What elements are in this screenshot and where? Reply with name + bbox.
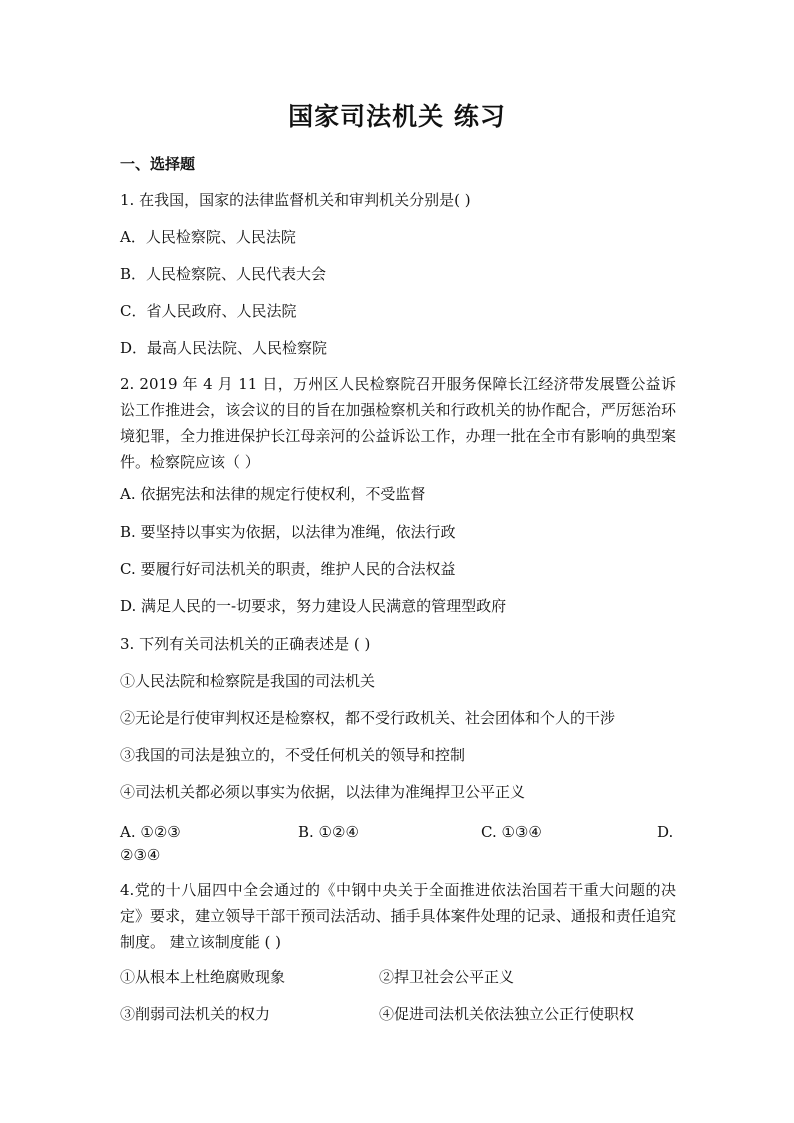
question-2-option-d: D. 满足人民的一-切要求，努力建设人民满意的管理型政府: [120, 597, 507, 615]
question-3-stem: 3. 下列有关司法机关的正确表述是 ( ): [120, 635, 371, 653]
question-1-option-d: D．最高人民法院、人民检察院: [120, 339, 328, 357]
question-4-items-row-2: [120, 1002, 676, 1026]
question-4-stem: 4.党的十八届四中全会通过的《中钢中央关于全面推进依法治国若干重大问题的决定》要求，建立领导干部干预司法活动、插手具体案件处理的记录、通报和责任追究制度。 建立该制度能 ( ): [120, 881, 676, 951]
question-3-item-4: ④司法机关都必须以事实为依据，以法律为准绳捍卫公平正义: [120, 783, 526, 801]
question-3-item-2: ②无论是行使审判权还是检察权，都不受行政机关、社会团体和个人的干涉: [120, 709, 616, 727]
question-2-option-b: B. 要坚持以事实为依据，以法律为准绳，依法行政: [120, 523, 456, 541]
question-4-item-2: ②捍卫社会公平正义: [379, 968, 515, 986]
question-1-option-c: C．省人民政府、人民法院: [120, 302, 297, 320]
question-1-option-a: A．人民检察院、人民法院: [120, 228, 296, 246]
question-3-option-b: B. ①②④: [298, 823, 359, 841]
question-3-option-a: A. ①②③: [120, 823, 181, 841]
question-3-item-1: ①人民法院和检察院是我国的司法机关: [120, 672, 376, 690]
question-2-stem: 2. 2019 年 4 月 11 日，万州区人民检察院召开服务保障长江经济带发展暨公益诉讼工作推进会，该会议的目的旨在加强检察机关和行政机关的协作配合，严厉惩治环境犯罪，全力推进保护长江母亲河的公益诉讼工作，办理一批在全市有影响的典型案件。检察院应该（ ）: [120, 375, 676, 471]
question-4-items-row-1: [120, 965, 676, 989]
question-3-option-d-continued: ②③④: [120, 846, 161, 864]
question-4-item-4: ④促进司法机关依法独立公正行使职权: [379, 1005, 635, 1023]
question-1-option-b: B．人民检察院、人民代表大会: [120, 265, 327, 283]
question-2-option-c: C. 要履行好司法机关的职责，维护人民的合法权益: [120, 560, 456, 578]
question-1-stem: 1. 在我国，国家的法律监督机关和审判机关分别是( ): [120, 191, 471, 209]
section-heading: 一、选择题: [120, 155, 196, 173]
question-3-option-d: D.: [657, 823, 674, 841]
question-4-item-1: ①从根本上杜绝腐败现象: [120, 968, 286, 986]
question-3-item-3: ③我国的司法是独立的，不受任何机关的领导和控制: [120, 746, 466, 764]
page-title: 国家司法机关 练习: [288, 102, 506, 131]
question-4-item-3: ③削弱司法机关的权力: [120, 1005, 271, 1023]
question-2-option-a: A. 依据宪法和法律的规定行使权利，不受监督: [120, 485, 426, 503]
question-3-options-row: [120, 820, 676, 844]
question-3-option-c: C. ①③④: [481, 823, 542, 841]
